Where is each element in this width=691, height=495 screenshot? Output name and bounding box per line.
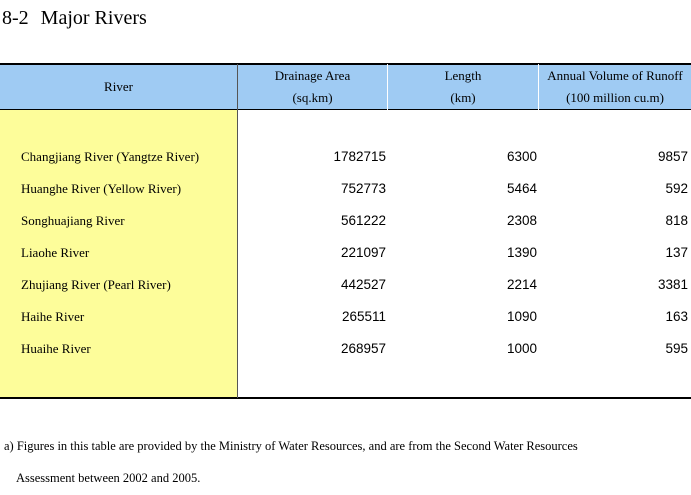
runoff-value: 9857 bbox=[657, 149, 688, 164]
length-value: 2308 bbox=[506, 213, 537, 228]
column-header-river: River bbox=[104, 79, 133, 94]
length-value: 1000 bbox=[506, 341, 537, 356]
length-value: 1090 bbox=[506, 309, 537, 324]
drainage-area-value: 221097 bbox=[340, 245, 386, 260]
footnote-line-2: Assessment between 2002 and 2005. bbox=[16, 471, 201, 485]
column-header-drainage-area: Drainage Area (sq.km) bbox=[274, 68, 351, 105]
table-row bbox=[0, 302, 691, 334]
table-row bbox=[0, 142, 691, 174]
river-name: Huaihe River bbox=[21, 341, 91, 356]
footnote-line-1: a) Figures in this table are provided by the Ministry of Water Resources, and are from the Second Water Resources bbox=[4, 439, 578, 453]
river-name: Haihe River bbox=[21, 309, 85, 324]
table-row bbox=[0, 334, 691, 366]
river-name: Changjiang River (Yangtze River) bbox=[21, 149, 200, 164]
length-value: 1390 bbox=[506, 245, 537, 260]
river-name: Zhujiang River (Pearl River) bbox=[21, 277, 171, 292]
drainage-area-value: 265511 bbox=[341, 309, 386, 324]
length-value: 5464 bbox=[506, 181, 537, 196]
drainage-area-value: 268957 bbox=[340, 341, 386, 356]
length-value: 6300 bbox=[506, 149, 537, 164]
page-title bbox=[2, 5, 147, 31]
runoff-value: 163 bbox=[665, 309, 688, 324]
river-name: Songhuajiang River bbox=[21, 213, 125, 228]
length-value: 2214 bbox=[506, 277, 537, 292]
runoff-value: 137 bbox=[665, 245, 688, 260]
runoff-value: 592 bbox=[665, 181, 688, 196]
table-row bbox=[0, 206, 691, 238]
drainage-area-value: 442527 bbox=[340, 277, 386, 292]
drainage-area-value: 1782715 bbox=[333, 149, 386, 164]
drainage-area-value: 752773 bbox=[340, 181, 386, 196]
table-row bbox=[0, 174, 691, 206]
table-bottom-border bbox=[0, 397, 691, 399]
runoff-value: 3381 bbox=[657, 277, 688, 292]
section-title: Major Rivers bbox=[40, 7, 147, 29]
drainage-area-value: 561222 bbox=[340, 213, 386, 228]
runoff-value: 818 bbox=[665, 213, 688, 228]
river-name: Huanghe River (Yellow River) bbox=[21, 181, 182, 196]
column-header-annual-runoff: Annual Volume of Runoff (100 million cu.m) bbox=[547, 68, 683, 105]
section-number: 8-2 bbox=[2, 7, 29, 29]
runoff-value: 595 bbox=[665, 341, 688, 356]
table-row bbox=[0, 238, 691, 270]
table-row bbox=[0, 270, 691, 302]
column-header-length: Length (km) bbox=[444, 68, 482, 105]
river-name: Liaohe River bbox=[21, 245, 90, 260]
